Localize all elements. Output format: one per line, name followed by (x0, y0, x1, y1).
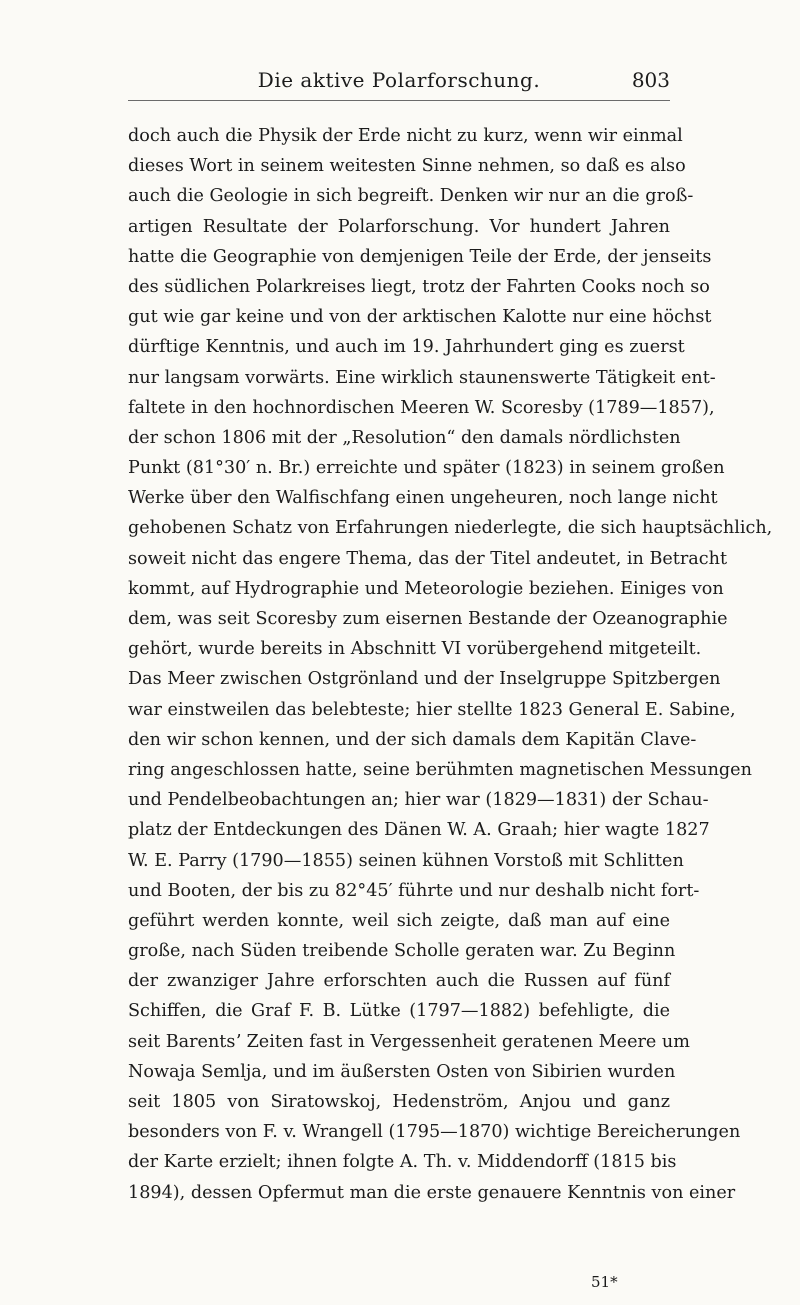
text-line: gehört, wurde bereits in Abschnitt VI vorübergehend mitgeteilt. (128, 639, 702, 660)
text-line: Nowaja Semlja, und im äußersten Osten von Sibirien wurden (128, 1061, 676, 1082)
text-line: W. E. Parry (1790—1855) seinen kühnen Vorstoß mit Schlitten (128, 850, 684, 871)
text-line: und Booten, der bis zu 82°45′ führte und nur deshalb nicht fort- (128, 880, 700, 901)
text-line: dem, was seit Scoresby zum eisernen Bestande der Ozeanographie (128, 609, 728, 629)
text-line: geführt werden konnte, weil sich zeigte, daß man auf eine (128, 910, 670, 931)
text-line: des südlichen Polarkreises liegt, trotz der Fahrten Cooks noch so (128, 276, 710, 297)
text-line: doch auch die Physik der Erde nicht zu kurz, wenn wir einmal (128, 126, 683, 146)
running-head (128, 60, 670, 101)
text-line: nur langsam vorwärts. Eine wirklich staunenswerte Tätigkeit ent- (128, 367, 716, 388)
text-line: dürftige Kenntnis, und auch im 19. Jahrhundert ging es zuerst (128, 337, 685, 358)
text-line: und Pendelbeobachtungen an; hier war (1829—1831) der Schau- (128, 790, 709, 811)
text-line: der schon 1806 mit der „Resolution“ den damals nördlichsten (128, 427, 681, 448)
body-text (128, 121, 773, 1208)
text-line: ring angeschlossen hatte, seine berühmten magnetischen Messungen (128, 759, 752, 780)
text-line: kommt, auf Hydrographie und Meteorologie beziehen. Einiges von (128, 578, 724, 599)
text-line: gut wie gar keine und von der arktischen Kalotte nur eine höchst (128, 307, 712, 328)
text-line: seit 1805 von Siratowskoj, Hedenström, Anjou und ganz (128, 1092, 670, 1112)
text-line: große, nach Süden treibende Scholle geraten war. Zu Beginn (128, 941, 676, 962)
text-line: auch die Geologie in sich begreift. Denken wir nur an die groß- (128, 186, 694, 207)
text-line: 1894), dessen Opfermut man die erste genauere Kenntnis von einer (128, 1182, 736, 1203)
text-line: der zwanziger Jahre erforschten auch die Russen auf fünf (128, 971, 670, 992)
text-line: besonders von F. v. Wrangell (1795—1870) wichtige Bereicherungen (128, 1122, 741, 1143)
running-title: Die aktive Polarforschung. (257, 68, 541, 92)
text-line: platz der Entdeckungen des Dänen W. A. Graah; hier wagte 1827 (128, 820, 710, 841)
signature-mark: 51* (591, 1273, 618, 1291)
text-line: Punkt (81°30′ n. Br.) erreichte und später (1823) in seinem großen (128, 458, 725, 479)
text-line: gehobenen Schatz von Erfahrungen niederlegte, die sich hauptsächlich, (128, 518, 773, 539)
text-line: artigen Resultate der Polarforschung. Vor hundert Jahren (128, 216, 670, 237)
text-line: Werke über den Walfischfang einen ungeheuren, noch lange nicht (128, 488, 718, 509)
page-number: 803 (631, 68, 670, 92)
text-line: den wir schon kennen, und der sich damals dem Kapitän Clave- (128, 729, 697, 750)
text-line: war einstweilen das belebteste; hier stellte 1823 General E. Sabine, (128, 699, 736, 720)
text-line: Das Meer zwischen Ostgrönland und der Inselgruppe Spitzbergen (128, 669, 721, 690)
text-line: Schiffen, die Graf F. B. Lütke (1797—1882) befehligte, die (128, 1001, 670, 1022)
text-line: seit Barentsʼ Zeiten fast in Vergessenheit geratenen Meere um (128, 1031, 690, 1052)
text-line: faltete in den hochnordischen Meeren W. Scoresby (1789—1857), (128, 397, 715, 418)
text-line: der Karte erzielt; ihnen folgte A. Th. v. Middendorff (1815 bis (128, 1152, 677, 1173)
text-line: hatte die Geographie von demjenigen Teile der Erde, der jenseits (128, 246, 712, 267)
text-line: dieses Wort in seinem weitesten Sinne nehmen, so daß es also (128, 156, 686, 177)
text-line: soweit nicht das engere Thema, das der Titel andeutet, in Betracht (128, 548, 728, 569)
